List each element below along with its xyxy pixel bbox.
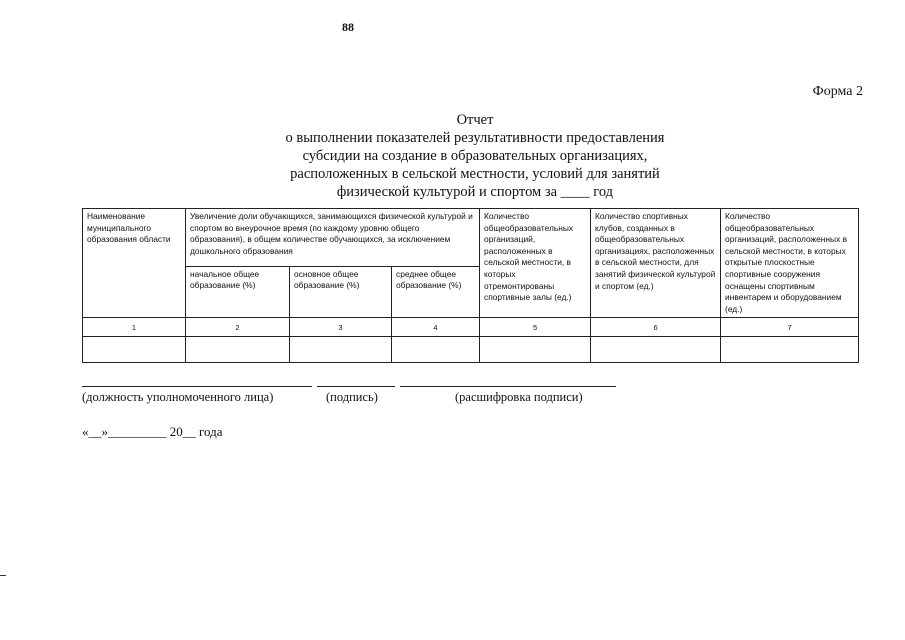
header-row [83,209,859,267]
signature-label: (подпись) [326,390,378,404]
title-line: Отчет [456,112,494,128]
decoding-label: (расшифровка подписи) [455,390,583,404]
header-municipality: Наименование муниципального образования области [83,209,186,318]
empty-cell [392,337,480,363]
column-number-row [83,318,859,337]
empty-cell [290,337,392,363]
empty-data-row [83,337,859,363]
column-number: 5 [480,318,591,337]
form-label: Форма 2 [812,84,863,99]
signature-line [317,386,395,387]
title-line: субсидии на создание в образовательных организациях, [302,148,648,164]
header-repaired-gyms: Количество общеобразовательных организаций, расположенных в сельской местности, в которых отремонтированы спортивные залы (ед.) [480,209,591,318]
report-table [82,208,859,363]
subheader-primary: начальное общее образование (%) [186,266,290,318]
column-number: 1 [83,318,186,337]
position-label: (должность уполномоченного лица) [82,390,274,404]
header-sports-clubs: Количество спортивных клубов, созданных в общеобразовательных организациях, расположенных в сельской местности, для занятий физической культурой и спортом (ед.) [591,209,721,318]
empty-cell [591,337,721,363]
position-signature-line [82,386,312,387]
title-line: о выполнении показателей результативности предоставления [285,130,665,146]
subheader-basic: основное общее образование (%) [290,266,392,318]
column-number: 3 [290,318,392,337]
empty-cell [186,337,290,363]
report-title [250,111,700,201]
empty-cell [721,337,859,363]
empty-cell [83,337,186,363]
column-number: 4 [392,318,480,337]
column-number: 2 [186,318,290,337]
title-line: физической культурой и спортом за ____ год [336,184,614,200]
column-number: 7 [721,318,859,337]
column-number: 6 [591,318,721,337]
page-number: 88 [342,20,354,34]
empty-cell [480,337,591,363]
decoding-signature-line [400,386,616,387]
header-equipped-facilities: Количество общеобразовательных организаций, расположенных в сельской местности, в которых открытые плоскостные спортивные сооружения оснащены спортивным инвентарем и оборудованием (ед.) [721,209,859,318]
header-share-increase: Увеличение доли обучающихся, занимающихся физической культурой и спортом во внеурочное время (по каждому уровню общего образования), в общем количестве обучающихся, за исключением дошкольного образования [186,209,480,267]
date-line: «__»_________ 20__ года [82,424,223,439]
title-line: расположенных в сельской местности, условий для занятий [290,166,660,182]
margin-mark [0,575,6,576]
subheader-secondary: среднее общее образование (%) [392,266,480,318]
